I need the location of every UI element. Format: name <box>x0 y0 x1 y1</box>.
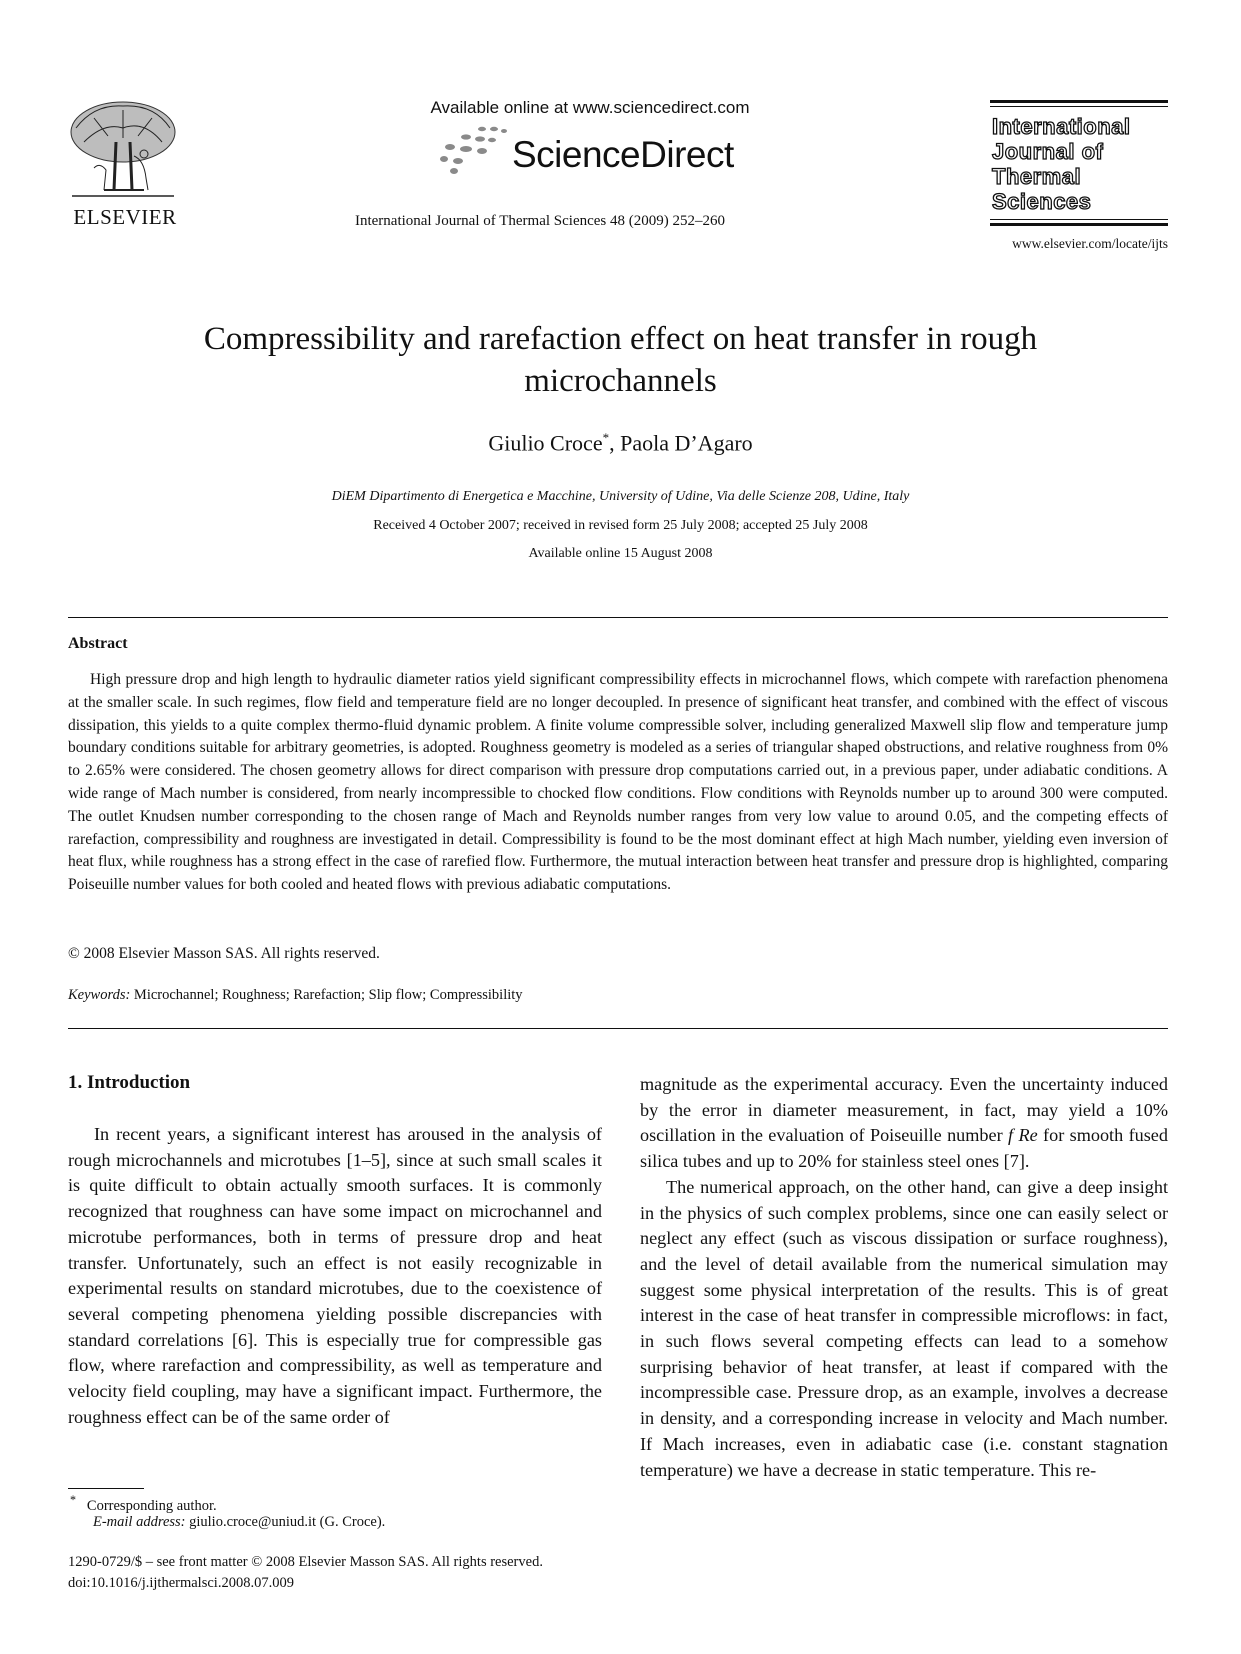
footnote-mark: * <box>70 1493 77 1507</box>
journal-url-link[interactable]: www.elsevier.com/locate/ijts <box>1012 236 1168 251</box>
article-title <box>130 318 1111 402</box>
keywords <box>68 987 523 1004</box>
affiliation: DiEM Dipartimento di Energetica e Macchine, University of Udine, Via delle Scienze 208, Udine, Italy <box>331 489 910 504</box>
article-title-line: microchannels <box>524 363 717 399</box>
journal-logo-line: International <box>992 114 1131 139</box>
abstract-text: High pressure drop and high length to hydraulic diameter ratios yield significant compressibility effects in microchannel flows, which compete with rarefaction phenomena at the smaller scale. In such regimes, flow field and temperature field are no longer decoupled. In presence of significant heat transfer, and combined with the effect of viscous dissipation, this yields to a quite complex thermo-fluid dynamic problem. A finite volume compressible solver, including generalized Maxwell slip flow and temperature jump boundary conditions suitable for arbitrary geometries, is adopted. Roughness geometry is modeled as a series of triangular shaped obstructions, and relative roughness from 0% to 2.65% were considered. The chosen geometry allows for direct comparison with pressure drop computations carried out, in a previous paper, under adiabatic conditions. A wide range of Mach number is considered, from nearly incompressible to chocked flow conditions. Flow conditions with Reynolds number up to around 300 were computed. The outlet Knudsen number corresponding to the chosen range of Mach and Reynolds number ranges from very low value to around 0.05, and the competing effects of rarefaction, compressibility and roughness are investigated in detail. Compressibility is found to be the most dominant effect at high Mach number, yielding even inversion of heat flux, while roughness has a strong effect in the case of rarefied flow. Furthermore, the mutual interaction between heat transfer and pressure drop is highlighted, comparing Poiseuille number values for both cooled and heated flows with previous adiabatic computations. <box>68 671 1168 894</box>
author-name: Paola D’Agaro <box>620 430 753 456</box>
sciencedirect-dots-icon <box>436 125 508 175</box>
email-link[interactable]: giulio.croce@uniud.it (G. Croce). <box>189 1514 386 1530</box>
corresponding-author-mark[interactable]: * <box>602 430 610 445</box>
footnote-email <box>93 1514 385 1531</box>
body-paragraph <box>640 1072 1168 1175</box>
email-label: E-mail address: <box>93 1514 186 1530</box>
author-separator: , <box>609 430 621 456</box>
keywords-list: Microchannel; Roughness; Rarefaction; Slip flow; Compressibility <box>133 987 523 1003</box>
received-dates: Received 4 October 2007; received in revised form 25 July 2008; accepted 25 July 2008 <box>373 518 868 533</box>
footnote-corresponding <box>70 1493 217 1515</box>
issn-line: 1290-0729/$ – see front matter © 2008 Elsevier Masson SAS. All rights reserved. <box>68 1554 543 1570</box>
divider <box>68 617 1168 618</box>
section-heading: 1. Introduction <box>68 1072 191 1093</box>
journal-reference: International Journal of Thermal Sciences 48 (2009) 252–260 <box>354 213 726 229</box>
available-online-date: Available online 15 August 2008 <box>528 546 713 561</box>
body-column-left <box>68 1072 602 1430</box>
keywords-label: Keywords: <box>68 987 131 1003</box>
elsevier-tree-logo-icon <box>64 98 182 202</box>
footnote-text: Corresponding author. <box>86 1497 217 1514</box>
divider <box>68 1028 1168 1029</box>
journal-logo <box>990 100 1168 226</box>
math-symbol: f Re <box>1008 1125 1038 1146</box>
body-paragraph: In recent years, a significant interest has aroused in the analysis of rough microchannels and microtubes [1–5], since at such small scales it is quite difficult to obtain actually smooth surfaces. It is commonly recognized that roughness can have some impact on microchannel and microtube performances, both in terms of pressure drop and heat transfer. Unfortunately, such an effect is not easily recognizable in experimental results on standard microtubes, due to the coexistence of several competing phenomena yielding possible discrepancies with standard correlations [6]. This is especially true for compressible gas flow, where rarefaction and compressibility, as well as temperature and velocity field coupling, may have a significant impact. Furthermore, the roughness effect can be of the same order of <box>68 1124 602 1427</box>
journal-logo-line: Journal of <box>992 139 1104 164</box>
doi-link[interactable]: doi:10.1016/j.ijthermalsci.2008.07.009 <box>68 1575 294 1591</box>
abstract-copyright: © 2008 Elsevier Masson SAS. All rights reserved. <box>68 945 380 962</box>
journal-logo-line: Sciences <box>992 189 1092 214</box>
sciencedirect-logo-text: ScienceDirect <box>512 134 734 175</box>
available-online-text[interactable]: Available online at www.sciencedirect.com <box>430 98 750 117</box>
footnote-rule <box>68 1488 144 1489</box>
body-paragraph: The numerical approach, on the other hand, can give a deep insight in the physics of such complex problems, since one can easily select or neglect any effect (such as viscous dissipation or surface roughness), and the level of detail available from the numerical simulation may suggest some physical interpretation of the results. This is of great interest in the case of heat transfer in compressible microflows: in fact, in such flows several competing effects can lead to a somehow surprising behavior of heat transfer, at least if compared with the incompressible case. Pressure drop, as an example, involves a decrease in density, and a corresponding increase in velocity and Mach number. If Mach increases, even in adiabatic case (i.e. constant stagnation temperature) we have a decrease in static temperature. This re- <box>640 1176 1168 1480</box>
article-title-line: Compressibility and rarefaction effect on heat transfer in rough <box>203 321 1038 357</box>
abstract-heading: Abstract <box>68 635 128 652</box>
body-text: magnitude as the experimental accuracy. Even the uncertainty induced by the error in diameter measurement, in fact, may yield a 10% oscillation in the evaluation of Poiseuille number <box>640 1074 1168 1146</box>
journal-logo-line: Thermal <box>992 164 1082 189</box>
body-column-right <box>640 1072 1168 1483</box>
publisher-name: ELSEVIER <box>73 205 177 229</box>
author-list <box>200 430 1041 456</box>
body-text: for smooth fused silica tubes and up to 20% for stainless steel ones [7]. <box>640 1125 1168 1172</box>
author-name: Giulio Croce <box>488 430 603 456</box>
